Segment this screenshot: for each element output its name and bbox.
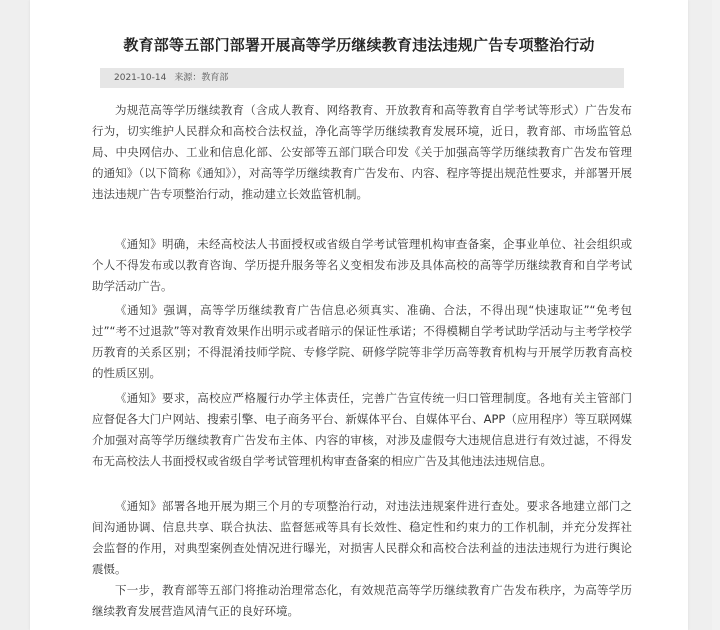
paragraph-2: 《通知》明确，未经高校法人书面授权或省级自学考试管理机构审查备案，企事业单位、社会组织或个人不得发布或以教育咨询、学历提升服务等名义变相发布涉及具体高校的高等学历继续教育和自学考试助学活动广告。	[92, 237, 632, 293]
paragraph-3: 《通知》强调，高等学历继续教育广告信息必须真实、准确、合法，不得出现“快速取证”“免考包过”“考不过退款”等对教育效果作出明示或者暗示的保证性承诺；不得模糊自学考试助学活动与主考学校学历教育的关系区别；不得混淆技师学院、专修学院、研修学院等非学历高等教育机构与开展学历教育高校的性质区别。	[92, 303, 632, 380]
article-title: 教育部等五部门部署开展高等学历继续教育违法违规广告专项整治行动	[123, 36, 595, 54]
article-meta-bar	[100, 68, 624, 88]
source-name: 教育部	[201, 73, 229, 83]
paragraph-5: 《通知》部署各地开展为期三个月的专项整治行动，对违法违规案件进行查处。要求各地建立部门之间沟通协调、信息共享、联合执法、监督惩戒等具有长效性、稳定性和约束力的工作机制，并充分发挥社会监督的作用，对典型案例查处情况进行曝光，对损害人民群众和高校合法利益的违法违规行为进行舆论震慑。	[92, 499, 632, 576]
source-label: 来源：	[174, 73, 202, 83]
window-scrollbar[interactable]	[712, 0, 720, 630]
article-page	[30, 0, 688, 630]
publish-date: 2021-10-14	[114, 73, 167, 83]
paragraph-4: 《通知》要求，高校应严格履行办学主体责任，完善广告宣传统一归口管理制度。各地有关主管部门应督促各大门户网站、搜索引擎、电子商务平台、新媒体平台、自媒体平台、APP（应用程序）等互联网媒介加强对高等学历继续教育广告发布主体、内容的审核，对涉及虚假夸大违规信息进行有效过滤，不得发布无高校法人书面授权或省级自学考试管理机构审查备案的相应广告及其他违法违规信息。	[92, 391, 632, 468]
paragraph-6: 下一步，教育部等五部门将推动治理常态化，有效规范高等学历继续教育广告发布秩序，为高等学历继续教育发展营造风清气正的良好环境。	[92, 583, 632, 618]
paragraph-1: 为规范高等学历继续教育（含成人教育、网络教育、开放教育和高等教育自学考试等形式）广告发布行为，切实维护人民群众和高校合法权益，净化高等学历继续教育发展环境，近日，教育部、市场监管总局、中央网信办、工业和信息化部、公安部等五部门联合印发《关于加强高等学历继续教育广告发布管理的通知》（以下简称《通知》），对高等学历继续教育广告发布、内容、程序等提出规范性要求，并部署开展违法违规广告专项整治行动，推动建立长效监管机制。	[92, 103, 632, 201]
